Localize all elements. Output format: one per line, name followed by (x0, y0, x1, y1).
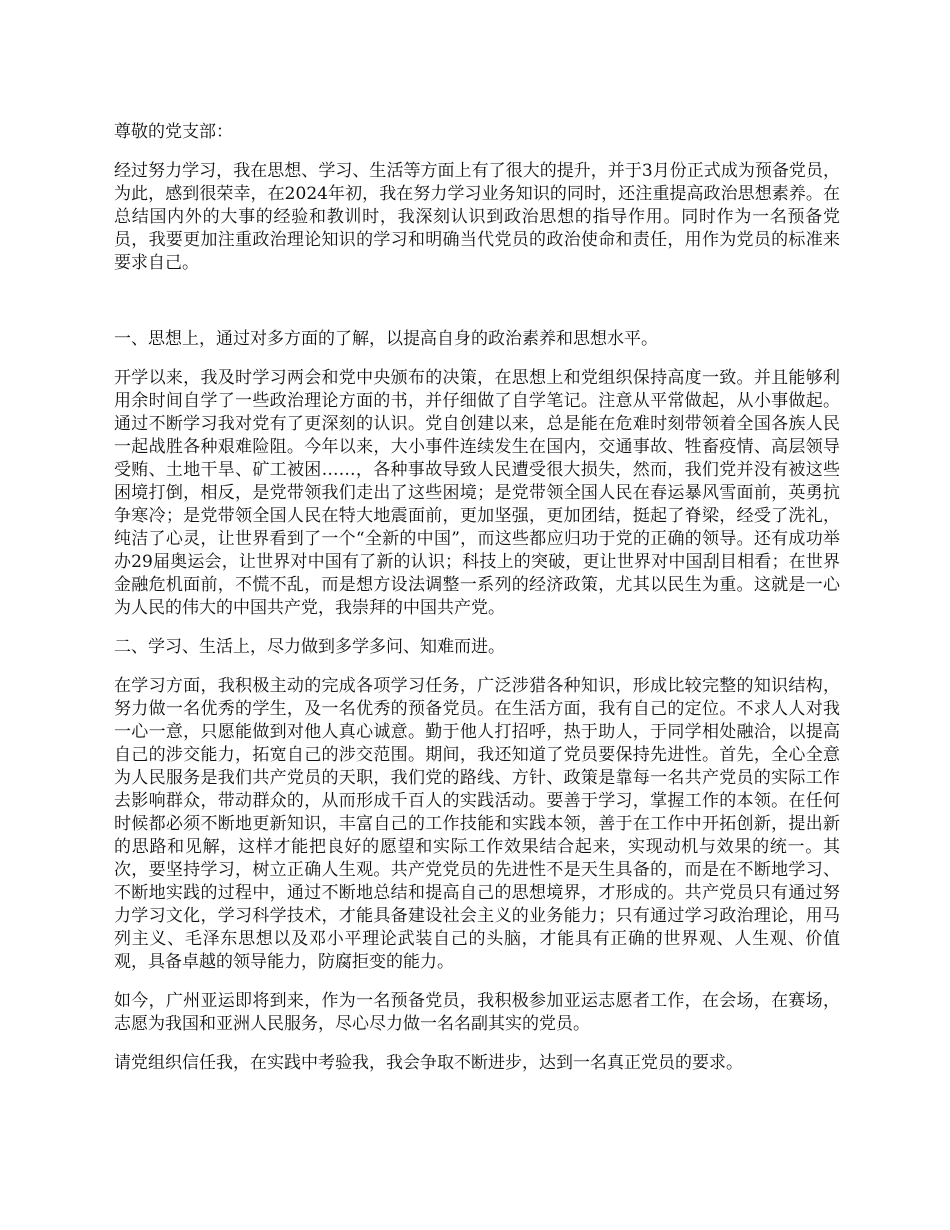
salutation: 尊敬的党支部： (114, 122, 233, 142)
section-2-body: 在学习方面，我积极主动的完成各项学习任务，广泛涉猎各种知识，形成比较完整的知识结构，努力做一名优秀的学生，及一名优秀的预备党员。在生活方面，我有自己的定位。不求人人对我一心一意，只愿能做到对他人真心诚意。勤于他人打招呼，热于助人，于同学相处融洽，以提高自己的涉交能力，拓宽自己的涉交范围。期间，我还知道了党员要保持先进性。首先，全心全意为人民服务是我们共产党员的天职，我们党的路线、方针、政策是靠每一名共产党员的实际工作去影响群众，带动群众的，从而形成千百人的实践活动。要善于学习，掌握工作的本领。在任何时候都必须不断地更新知识，丰富自己的工作技能和实践本领，善于在工作中开拓创新，提出新的思路和见解，这样才能把良好的愿望和实际工作效果结合起来，实现动机与效果的统一。其次，要坚持学习，树立正确人生观。共产党党员的先进性不是天生具备的，而是在不断地学习、不断地实践的过程中，通过不断地总结和提高自己的思想境界，才形成的。共产党员只有通过努力学习文化，学习科学技术，才能具备建设社会主义的业务能力；只有通过学习政治理论，用马列主义、毛泽东思想以及邓小平理论武装自己的头脑，才能具有正确的世界观、人生观、价值观，具备卓越的领导能力，防腐拒变的能力。 (114, 676, 840, 972)
section-1-heading: 一、思想上，通过对多方面的了解，以提高自身的政治素养和思想水平。 (114, 329, 658, 349)
asian-games-paragraph: 如今，广州亚运即将到来，作为一名预备党员，我积极参加亚运志愿者工作，在会场，在赛场，志愿为我国和亚洲人民服务，尽心尽力做一名名副其实的党员。 (114, 991, 840, 1034)
closing-paragraph: 请党组织信任我，在实践中考验我，我会争取不断进步，达到一名真正党员的要求。 (114, 1053, 743, 1073)
paragraph-spacer (114, 291, 840, 328)
section-2-heading: 二、学习、生活上，尽力做到多学多问、知难而进。 (114, 637, 505, 657)
section-1-body: 开学以来，我及时学习两会和党中央颁布的决策，在思想上和党组织保持高度一致。并且能够利用余时间自学了一些政治理论方面的书，并仔细做了自学笔记。注意从平常做起，从小事做起。通过不断学习我对党有了更深刻的认识。党自创建以来，总是能在危难时刻带领着全国各族人民一起战胜各种艰难险阻。今年以来，大小事件连续发生在国内，交通事故、牲畜疫情、高层领导受贿、土地干旱、矿工被困……，各种事故导致人民遭受很大损失，然而，我们党并没有被这些困境打倒，相反，是党带领我们走出了这些困境；是党带领全国人民在春运暴风雪面前，英勇抗争寒冷；是党带领全国人民在特大地震面前，更加坚强，更加团结，挺起了脊梁，经受了洗礼，纯洁了心灵，让世界看到了一个“全新的中国”，而这些都应归功于党的正确的领导。还有成功举办29届奥运会，让世界对中国有了新的认识；科技上的突破，更让世界对中国刮目相看；在世界金融危机面前，不慌不乱，而是想方设法调整一系列的经济政策，尤其以民生为重。这就是一心为人民的伟大的中国共产党，我崇拜的中国共产党。 (114, 368, 840, 618)
intro-paragraph: 经过努力学习，我在思想、学习、生活等方面上有了很大的提升，并于3月份正式成为预备党员，为此，感到很荣幸，在2024年初，我在努力学习业务知识的同时，还注重提高政治思想素养。在总结国内外的大事的经验和教训时，我深刻认识到政治思想的指导作用。同时作为一名预备党员，我要更加注重政治理论知识的学习和明确当代党员的政治使命和责任，用作为党员的标准来要求自己。 (114, 161, 840, 273)
document-page (114, 121, 840, 1091)
